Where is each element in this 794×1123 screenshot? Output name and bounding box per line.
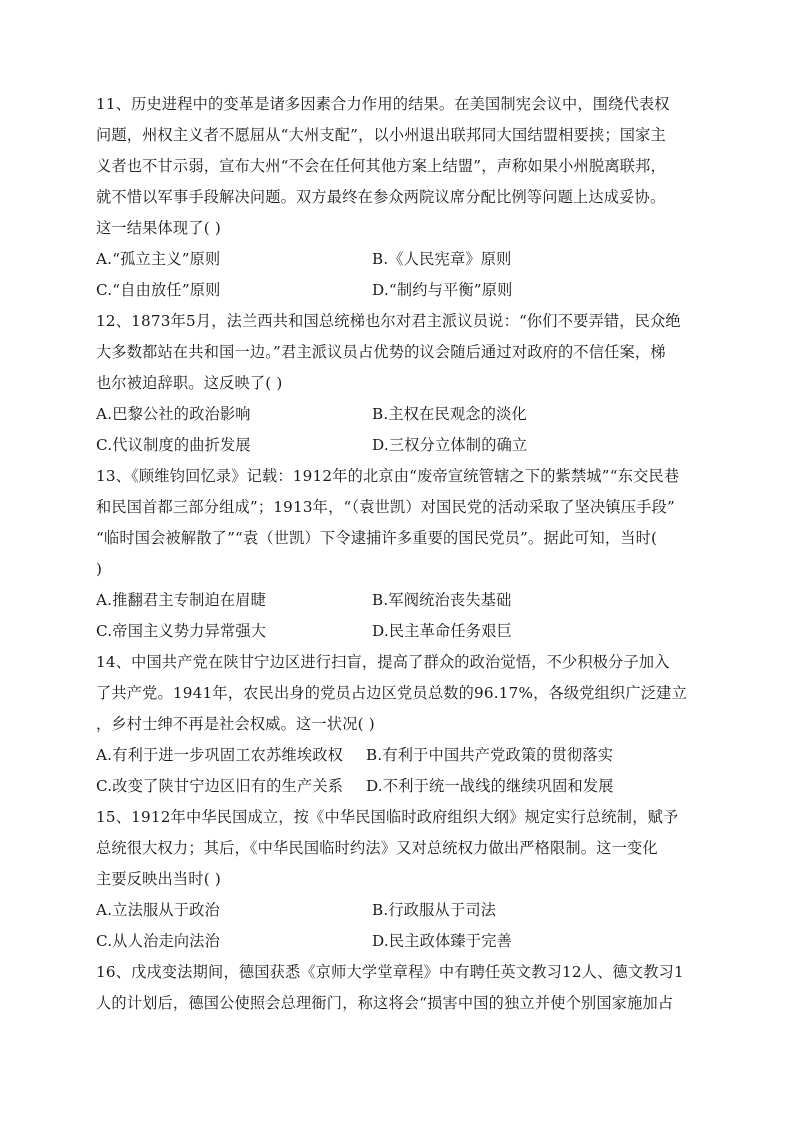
option-c[interactable]: C.代议制度的曲折发展 <box>96 436 251 454</box>
options-row <box>96 616 696 647</box>
question-text-line: 义者也不甘示弱，宣布大州“不会在任何其他方案上结盟”，声称如果小州脱离联邦， <box>96 157 666 175</box>
option-b[interactable]: B.军阀统治丧失基础 <box>372 591 512 609</box>
question-12 <box>96 306 696 461</box>
option-b[interactable]: B.《人民宪章》原则 <box>372 250 512 268</box>
question-list <box>96 89 696 1019</box>
option-c[interactable]: C.“自由放任”原则 <box>96 281 221 299</box>
question-text-line: 主要反映出当时( ) <box>96 870 221 888</box>
question-text-line: 15、1912年中华民国成立，按《中华民国临时政府组织大纲》规定实行总统制，赋予 <box>96 808 679 826</box>
question-text-line: 人的计划后，德国公使照会总理衙门，称这将会“损害中国的独立并使个别国家施加占 <box>96 994 674 1012</box>
question-text-line: 了共产党。1941年，农民出身的党员占边区党员总数的96.17%，各级党组织广泛建立 <box>96 684 687 702</box>
question-text-line: 也尔被迫辞职。这反映了( ) <box>96 374 283 392</box>
option-a[interactable]: A.立法服从于政治 <box>96 901 220 919</box>
option-a[interactable]: A.“孤立主义”原则 <box>96 250 221 268</box>
options-row <box>96 399 696 430</box>
options-row <box>96 430 696 461</box>
question-text-line: 13、《顾维钧回忆录》记载：1912年的北京由“废帝宣统管辖之下的紫禁城”“东交民巷 <box>96 467 680 485</box>
options-row <box>96 275 696 306</box>
options-row <box>96 585 696 616</box>
option-b[interactable]: B.有利于中国共产党政策的贯彻落实 <box>366 746 614 764</box>
options-row <box>96 244 696 275</box>
question-11 <box>96 89 696 306</box>
question-text-line: 12、1873年5月，法兰西共和国总统梯也尔对君主派议员说：“你们不要弄错，民众绝 <box>96 312 681 330</box>
question-text-line: 就不惜以军事手段解决问题。双方最终在参众两院议席分配比例等问题上达成妥协。 <box>96 188 666 206</box>
question-text-line: 16、戊戌变法期间，德国获悉《京师大学堂章程》中有聘任英文教习12人、德文教习1 <box>96 963 684 981</box>
question-text-line: ，乡村士绅不再是社会权威。这一状况( ) <box>96 715 375 733</box>
question-text-line: 总统很大权力；其后，《中华民国临时约法》又对总统权力做出严格限制。这一变化 <box>96 839 658 857</box>
option-d[interactable]: D.民主革命任务艰巨 <box>372 622 512 640</box>
question-text-line: 大多数都站在共和国一边。”君主派议员占优势的议会随后通过对政府的不信任案，梯 <box>96 343 666 361</box>
question-text-line: “临时国会被解散了”“袁（世凯）下令逮捕许多重要的国民党员”。据此可知，当时( <box>96 529 658 547</box>
option-d[interactable]: D.“制约与平衡”原则 <box>372 281 513 299</box>
question-text-line: 11、历史进程中的变革是诸多因素合力作用的结果。在美国制宪会议中，围绕代表权 <box>96 95 670 113</box>
question-13 <box>96 461 696 647</box>
options-row <box>96 740 696 771</box>
option-d[interactable]: D.民主政体臻于完善 <box>372 932 512 950</box>
option-c[interactable]: C.帝国主义势力异常强大 <box>96 622 267 640</box>
option-a[interactable]: A.推翻君主专制迫在眉睫 <box>96 591 267 609</box>
option-c[interactable]: C.改变了陕甘宁边区旧有的生产关系 <box>96 777 344 795</box>
question-text-line: 和民国首都三部分组成”；1913年，“（袁世凯）对国民党的活动采取了坚决镇压手段” <box>96 498 675 516</box>
option-b[interactable]: B.主权在民观念的淡化 <box>372 405 527 423</box>
question-14 <box>96 647 696 802</box>
options-row <box>96 895 696 926</box>
option-a[interactable]: A.巴黎公社的政治影响 <box>96 405 251 423</box>
options-row <box>96 926 696 957</box>
question-15 <box>96 802 696 957</box>
question-16 <box>96 957 696 1019</box>
question-text-line: 这一结果体现了( ) <box>96 219 221 237</box>
option-a[interactable]: A.有利于进一步巩固工农苏维埃政权 <box>96 746 344 764</box>
question-text-line: 问题，州权主义者不愿屈从“大州支配”，以小州退出联邦同大国结盟相要挟；国家主 <box>96 126 666 144</box>
question-text-line: 14、中国共产党在陕甘宁边区进行扫盲，提高了群众的政治觉悟，不少积极分子加入 <box>96 653 670 671</box>
option-d[interactable]: D.不利于统一战线的继续巩固和发展 <box>366 777 614 795</box>
option-b[interactable]: B.行政服从于司法 <box>372 901 497 919</box>
question-text-line: ) <box>96 560 103 578</box>
option-c[interactable]: C.从人治走向法治 <box>96 932 221 950</box>
options-row <box>96 771 696 802</box>
option-d[interactable]: D.三权分立体制的确立 <box>372 436 528 454</box>
